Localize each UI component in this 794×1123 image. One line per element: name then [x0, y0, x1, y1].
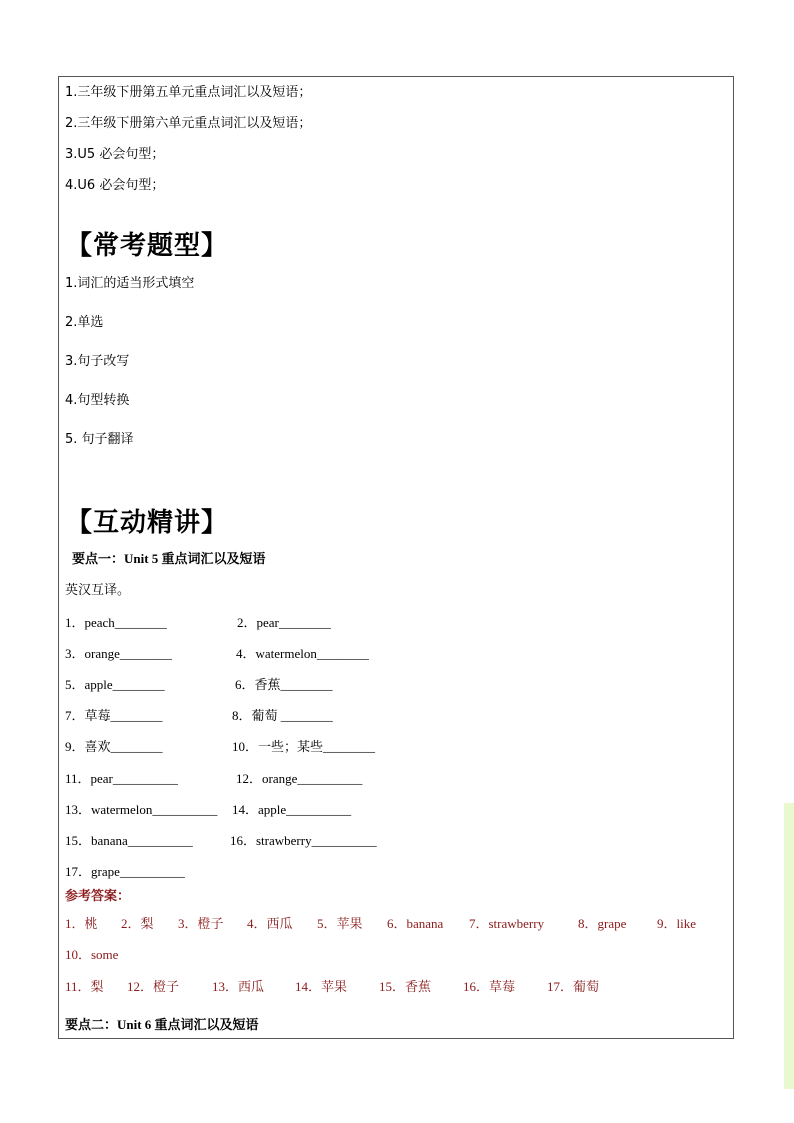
answer-item: 13．西瓜: [212, 979, 265, 994]
answer-label: 参考答案：: [65, 888, 131, 903]
answer-item: 14．苹果: [295, 979, 348, 994]
exercise-item: 2．pear________: [237, 615, 331, 630]
point2-title: 要点二：Unit 6 重点词汇以及短语: [65, 1017, 259, 1032]
answer-item: 6．banana: [387, 916, 444, 931]
question-type-3: 3.句子改写: [65, 354, 130, 369]
exercise-item: 9．喜欢________: [65, 739, 163, 754]
answer-item: 7．strawberry: [469, 916, 545, 931]
instruction: 英汉互译。: [65, 583, 131, 598]
exercise-item: 16．strawberry__________: [230, 833, 377, 848]
answer-item: 5．苹果: [317, 916, 363, 931]
exercise-item: 5．apple________: [65, 677, 165, 692]
question-type-1: 1.词汇的适当形式填空: [65, 276, 195, 291]
answer-item: 11．梨: [65, 979, 104, 994]
answer-item: 9．like: [657, 916, 696, 931]
answer-item: 4．西瓜: [247, 916, 293, 931]
question-types-heading: 【常考题型】: [66, 231, 229, 261]
exercise-item: 3．orange________: [65, 646, 172, 661]
question-type-2: 2.单选: [65, 315, 104, 330]
key-point-2: 2.三年级下册第六单元重点词汇以及短语；: [65, 116, 312, 131]
exercise-item: 14．apple__________: [232, 802, 352, 817]
key-point-3: 3.U5 必会句型；: [65, 147, 165, 162]
exercise-item: 1．peach________: [65, 615, 167, 630]
key-point-4: 4.U6 必会句型；: [65, 178, 165, 193]
exercise-item: 12．orange__________: [236, 771, 363, 786]
exercise-item: 11．pear__________: [65, 771, 178, 786]
answer-item: 12．橙子: [127, 979, 180, 994]
answer-item: 3．橙子: [178, 916, 224, 931]
exercise-item: 7．草莓________: [65, 708, 163, 723]
lecture-heading: 【互动精讲】: [66, 508, 229, 538]
exercise-item: 13．watermelon__________: [65, 802, 218, 817]
answer-item: 8．grape: [578, 916, 627, 931]
question-type-4: 4.句型转换: [65, 393, 130, 408]
point1-title: 要点一：Unit 5 重点词汇以及短语: [72, 551, 266, 566]
answer-item: 1．桃: [65, 916, 98, 931]
exercise-item: 15．banana__________: [65, 833, 193, 848]
exercise-item: 8．葡萄 ________: [232, 708, 333, 723]
exercise-item: 17．grape__________: [65, 864, 185, 879]
answer-item: 16．草莓: [463, 979, 516, 994]
side-strip: [784, 803, 794, 1089]
key-point-1: 1.三年级下册第五单元重点词汇以及短语；: [65, 85, 312, 100]
exercise-item: 6．香蕉________: [235, 677, 333, 692]
exercise-item: 10．一些；某些________: [232, 739, 376, 754]
exercise-item: 4．watermelon________: [236, 646, 369, 661]
answer-item: 15．香蕉: [379, 979, 432, 994]
answer-item: 17．葡萄: [547, 979, 600, 994]
answer-item: 2．梨: [121, 916, 154, 931]
question-type-5: 5. 句子翻译: [65, 432, 134, 447]
answer-item: 10．some: [65, 947, 119, 962]
